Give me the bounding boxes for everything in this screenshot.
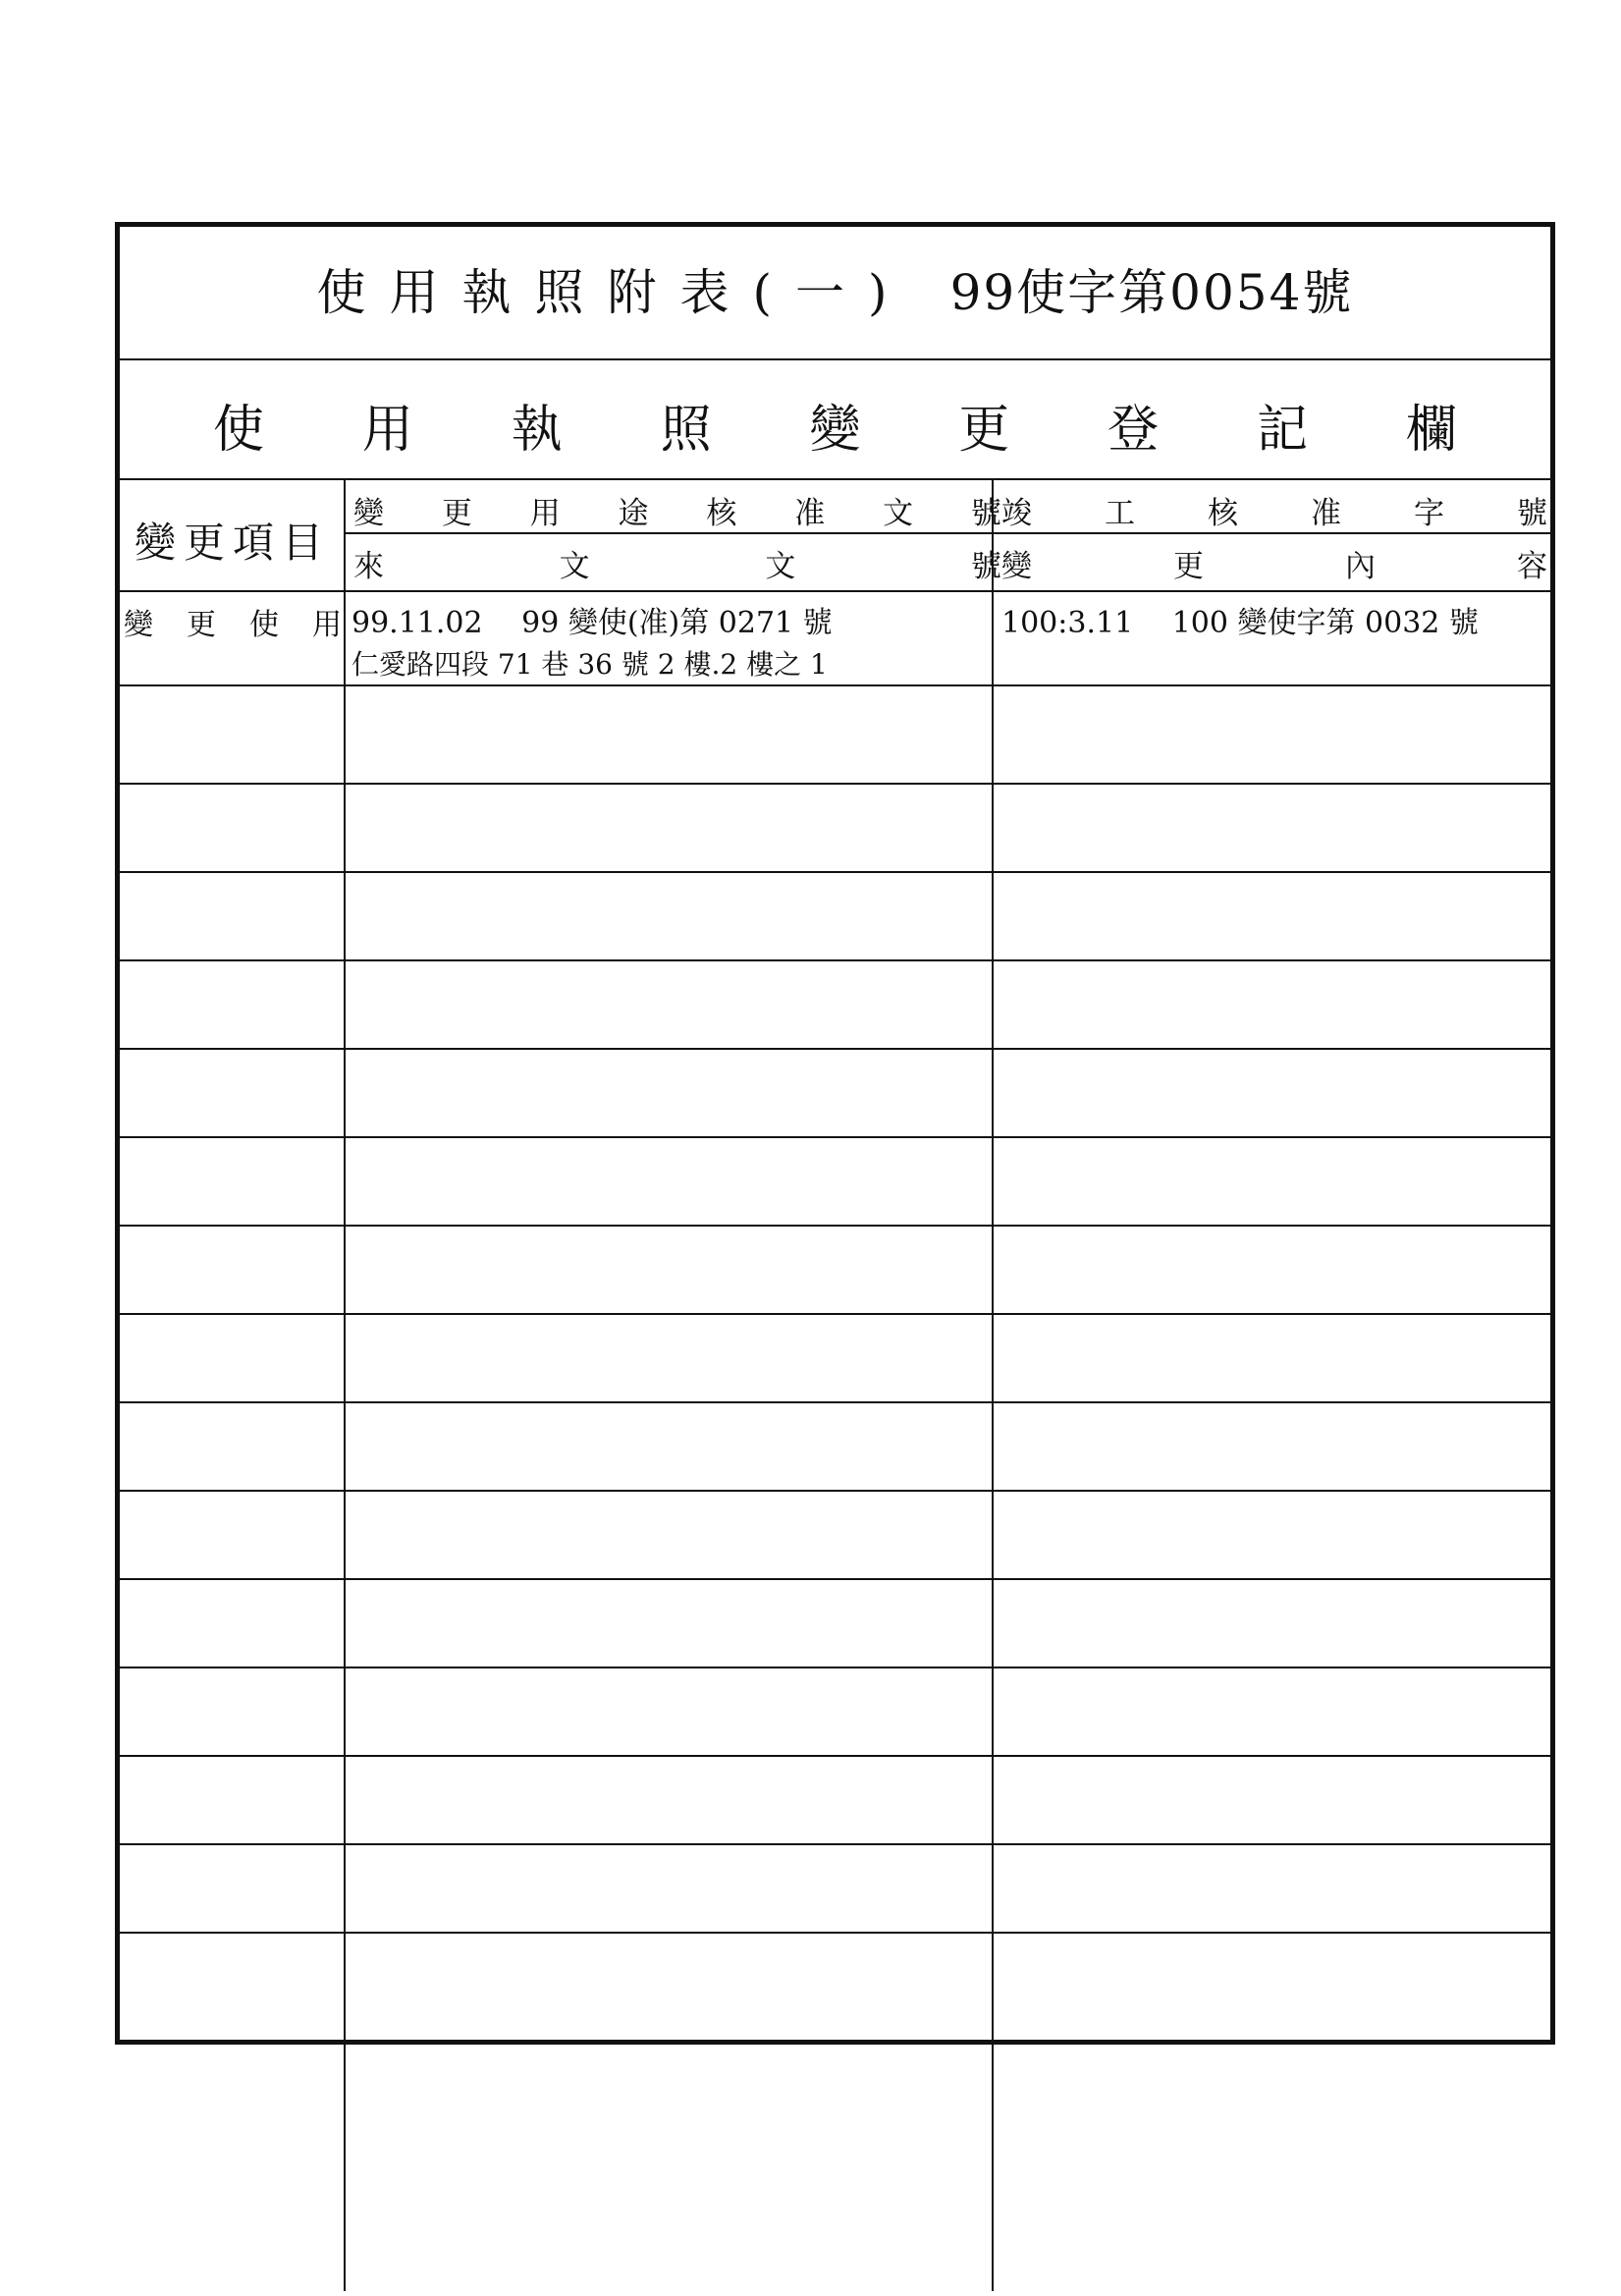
column-divider [344,478,346,2291]
header-char: 變 [353,495,384,531]
header-char: 核 [1208,495,1238,531]
row-line [120,1136,1550,1138]
header-char: 號 [970,548,1001,584]
header-char: 工 [1105,495,1135,531]
row-line [120,1490,1550,1492]
record-item-char: 更 [187,608,216,642]
subtitle-char: 變 [809,400,861,460]
divider [120,358,1550,360]
subtitle-char: 用 [361,400,413,460]
form-title-text: 使用執照附表(一) [316,264,911,321]
row-line [120,1755,1550,1757]
column-header-item: 變更項目 [134,519,331,567]
row-line [120,1313,1550,1315]
header-char: 容 [1517,548,1547,584]
record-item-char: 用 [312,608,342,642]
column-header-completion-approval [1001,488,1547,531]
header-char: 用 [529,495,561,531]
column-divider [992,478,994,2291]
divider [120,590,1550,592]
change-registration-form [115,222,1555,2045]
subtitle-char: 執 [511,400,563,460]
header-char: 途 [618,495,649,531]
header-char: 字 [1414,495,1444,531]
permit-number: 99使字第0054號 [949,264,1354,321]
header-char: 更 [441,495,472,531]
header-char: 文 [883,495,914,531]
divider [346,532,1550,534]
record-item-char: 使 [249,608,279,642]
subtitle-char: 欄 [1405,400,1457,460]
subtitle-char: 記 [1257,400,1309,460]
header-char: 號 [1517,495,1547,531]
header-char: 來 [353,548,384,584]
row-line [120,1843,1550,1845]
record-completion: 100:3.11 100 變使字第 0032 號 [1001,606,1479,640]
row-line [120,959,1550,961]
subtitle-char: 使 [213,400,265,460]
header-char: 變 [1001,548,1032,584]
row-line [120,783,1550,785]
row-line [120,684,1550,686]
header-char: 號 [970,495,1001,531]
column-header-incoming-doc [353,541,1001,584]
header-char: 竣 [1001,495,1032,531]
header-char: 內 [1345,548,1376,584]
row-line [120,1578,1550,1580]
record-address: 仁愛路四段 71 巷 36 號 2 樓.2 樓之 1 [351,648,828,681]
row-line [120,1667,1550,1668]
subtitle-char: 登 [1108,400,1160,460]
row-line [120,1048,1550,1050]
row-line [120,1932,1550,1934]
subtitle-char: 更 [958,400,1010,460]
column-header-approval-doc [353,488,1001,531]
record-item-char: 變 [124,608,153,642]
column-header-change-content [1001,541,1547,584]
form-subtitle [213,390,1457,459]
record-item [124,600,342,643]
header-char: 文 [559,548,590,584]
form-title [120,254,1550,323]
header-char: 准 [794,495,826,531]
row-line [120,1225,1550,1227]
header-char: 更 [1173,548,1204,584]
row-line [120,871,1550,873]
header-char: 准 [1311,495,1341,531]
header-char: 文 [765,548,796,584]
subtitle-char: 照 [660,400,712,460]
row-line [120,1401,1550,1403]
header-char: 核 [706,495,737,531]
record-approval: 99.11.02 99 變使(准)第 0271 號 [351,606,833,640]
